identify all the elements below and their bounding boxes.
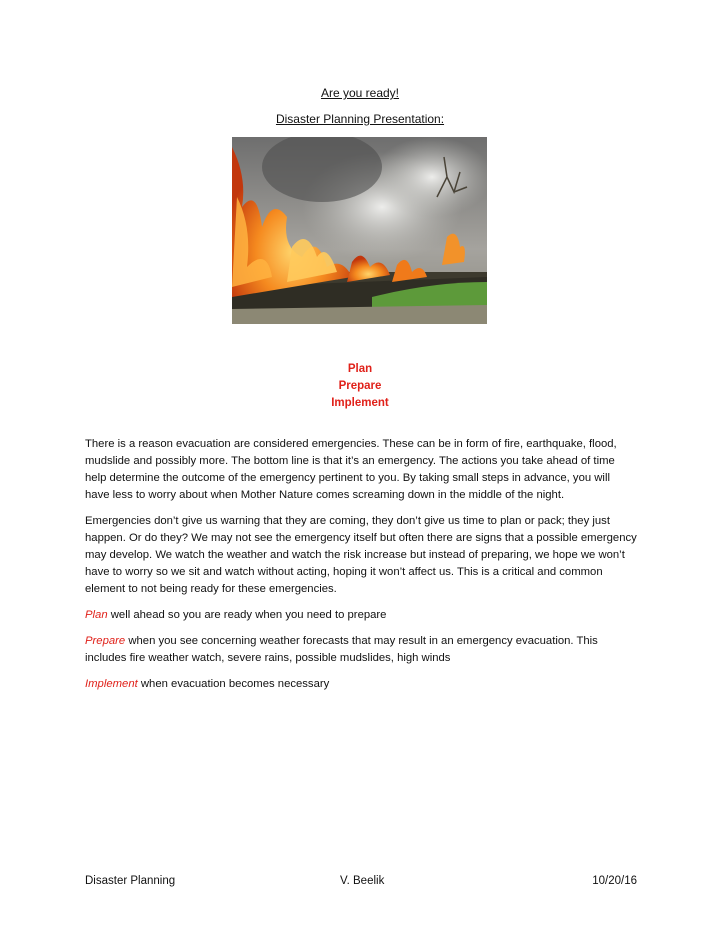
action-term: Prepare <box>85 635 126 647</box>
action-text: well ahead so you are ready when you need to prepare <box>107 609 387 621</box>
action-term: Implement <box>85 678 138 690</box>
steps-list <box>0 361 720 412</box>
action-item-implement <box>85 676 637 693</box>
action-item-prepare <box>85 633 637 667</box>
body-text <box>85 436 637 702</box>
step-plan: Plan <box>347 363 373 375</box>
wildfire-photo <box>232 137 487 324</box>
page-title: Are you ready! <box>320 86 400 100</box>
page-subtitle: Disaster Planning Presentation: <box>275 112 445 126</box>
paragraph: There is a reason evacuation are considered emergencies. These can be in form of fire, earthquake, flood, mudslide and possibly more. The bottom line is that it’s an emergency. The actions you take ahead of time help determine the outcome of the emergency pertinent to you. By taking small steps in advance, you will have less to worry about when Mother Nature comes screaming down in the middle of the night. <box>85 438 617 501</box>
footer-left: Disaster Planning <box>85 875 176 887</box>
footer-center: V. Beelik <box>340 875 385 887</box>
action-text: when you see concerning weather forecasts that may result in an emergency evacuation. This includes fire weather watch, severe rains, possible mudslides, high winds <box>85 635 598 664</box>
footer-right: 10/20/16 <box>592 875 637 887</box>
step-prepare: Prepare <box>338 380 382 392</box>
action-item-plan <box>85 607 637 624</box>
action-text: when evacuation becomes necessary <box>137 678 330 690</box>
paragraph: Emergencies don’t give us warning that they are coming, they don’t give us time to plan or pack; they just happen. Or do they? We may not see the emergency itself but often there are signs that a possible emergency may develop. We watch the weather and watch the risk increase but instead of preparing, we hope we won’t have to worry so we sit and watch without acting, hoping it won’t affect us. This is a critical and common element to not being ready for these emergencies. <box>85 515 637 595</box>
step-implement: Implement <box>331 397 389 409</box>
action-term: Plan <box>85 609 108 621</box>
